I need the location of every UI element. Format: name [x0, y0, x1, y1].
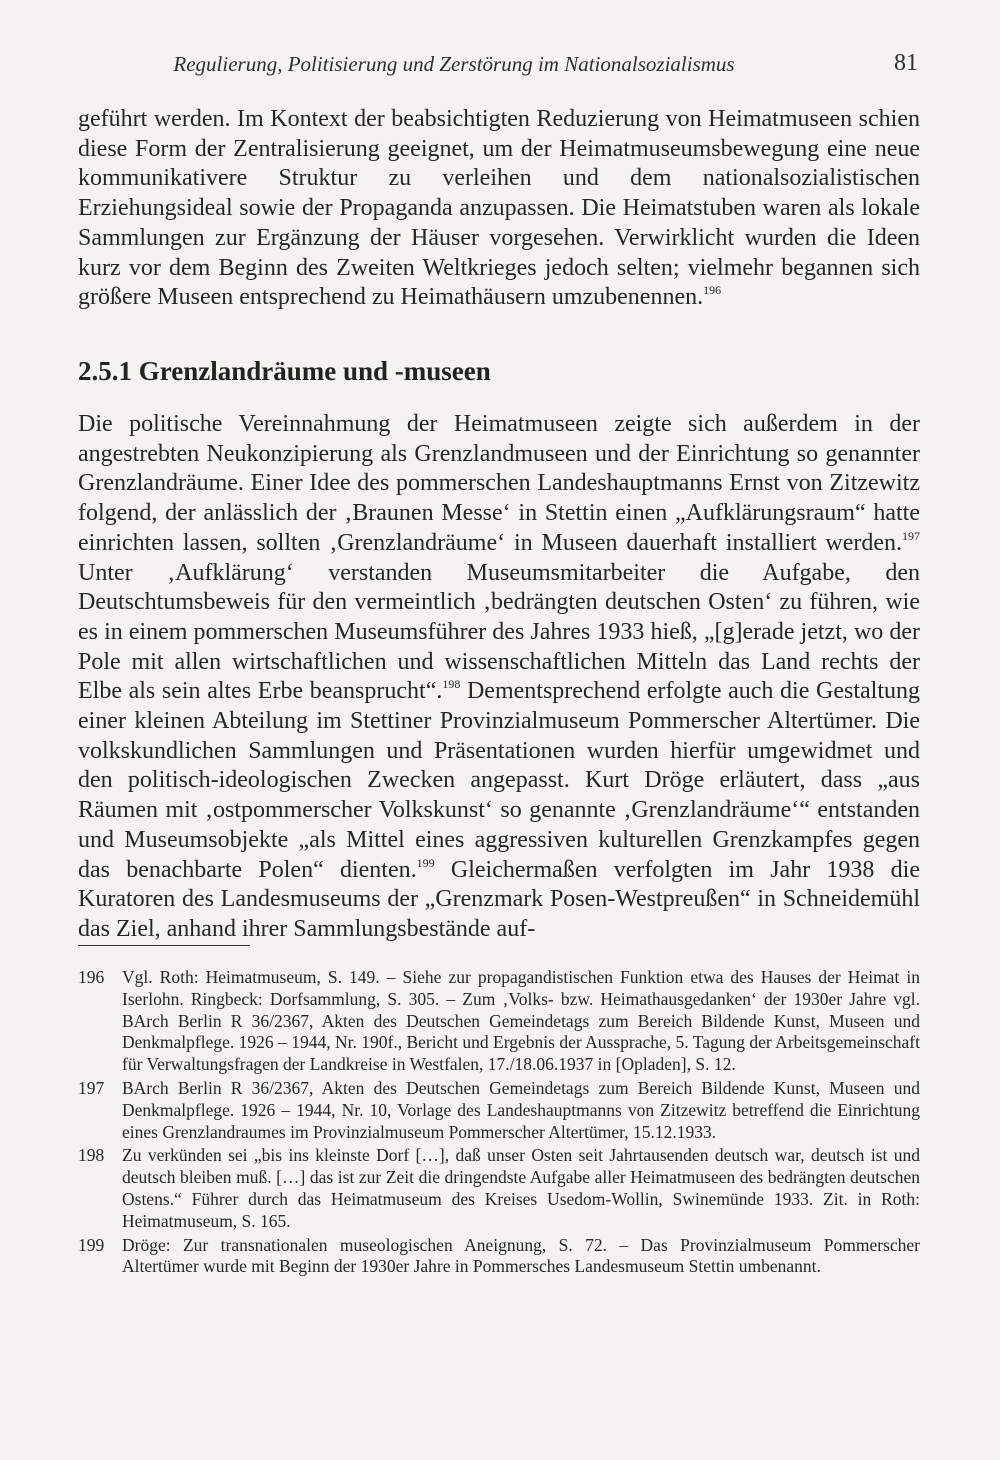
footnote-number: 198 — [78, 1145, 105, 1166]
footnote-text: Zu verkünden sei „bis ins kleinste Dorf […], daß unser Osten seit Jahrtausenden deutsch war, deutsch ist und deutsch bleiben muß. […] das ist zur Zeit die dringendste Aufgabe aller Heimatmuseen des bedrängten deutschen Ostens.“ Führer durch das Heimatmuseum des Kreises Usedom-Wollin, Swinemünde 1933. Zit. in Roth: Heimatmuseum, S. 165. — [122, 1145, 920, 1231]
footnote-ref-197: 197 — [902, 528, 920, 543]
footnote-ref-199: 199 — [416, 855, 435, 870]
paragraph-main — [78, 410, 920, 945]
footnote-text: Vgl. Roth: Heimatmuseum, S. 149. – Siehe zur propagandistischen Funktion etwa des Hauses der Heimat in Iserlohn. Ringbeck: Dorfsammlung, S. 305. – Zum ‚Volks- bzw. Heimathausgedanken‘ der 1930er Jahre vgl. BArch Berlin R 36/2367, Akten des Deutschen Gemeindetags zum Bereich Bildende Kunst, Museen und Denkmalpflege. 1926 – 1944, Nr. 190f., Bericht und Ergebnis der Aussprache, 5. Tagung der Arbeitsgemeinschaft für Verwaltungsfragen der Landkreise in Westfalen, 17./18.06.1937 in [Opladen], S. 12. — [122, 967, 920, 1075]
footnotes — [78, 967, 920, 1280]
paragraph-continuation — [78, 105, 920, 313]
running-head — [78, 52, 920, 86]
running-title: Regulierung, Politisierung und Zerstörung im Nationalsozialismus — [173, 52, 735, 76]
paragraph-text: Dementsprechend erfolgte auch die Gestaltung einer kleinen Abteilung im Stettiner Provinzialmuseum Pommerscher Altertümer. Die volkskundlichen Sammlungen und Präsentationen wurden hierfür umgewidmet und den politisch-ideologischen Zwecken angepasst. Kurt Dröge erläutert, dass „aus Räumen mit ‚ostpommerscher Volkskunst‘ so genannte ‚Grenzlandräume‘“ entstanden und Museumsobjekte „als Mittel eines aggressiven kulturellen Grenzkampfes gegen das benachbarte Polen“ dienten. — [78, 678, 920, 883]
footnote-number: 196 — [78, 967, 105, 987]
footnote-ref-196: 196 — [703, 283, 722, 298]
footnote-ref-198: 198 — [442, 677, 461, 692]
paragraph-text: geführt werden. Im Kontext der beabsichtigten Reduzierung von Heimatmuseen schien diese Form der Zentralisierung geeignet, um der Heimatmuseumsbewegung eine neue kommunikativere Struktur zu verleihen und dem nationalsozialistischen Erziehungsideal sowie der Propaganda anzupassen. Die Heimatstuben waren als lokale Sammlungen zur Ergänzung der Häuser vorgesehen. Verwirklicht wurden die Ideen kurz vor dem Beginn des Zweiten Weltkrieges jedoch selten; vielmehr begannen sich größere Museen entsprechend zu Heimathäusern umzubenennen. — [78, 106, 920, 311]
footnote — [78, 1145, 920, 1232]
footnote-divider — [78, 945, 250, 946]
footnote — [78, 1078, 920, 1143]
footnote — [78, 967, 920, 1076]
footnote-text: Dröge: Zur transnationalen museologischen Aneignung, S. 72. – Das Provinzialmuseum Pommerscher Altertümer wurde mit Beginn der 1930er Jahre in Pommersches Landesmuseum Stettin umbenannt. — [122, 1234, 920, 1277]
footnote-number: 199 — [78, 1234, 105, 1255]
footnote-number: 197 — [78, 1077, 105, 1098]
footnote — [78, 1235, 920, 1279]
section-heading: 2.5.1 Grenzlandräume und -museen — [78, 356, 491, 386]
page-number: 81 — [894, 50, 918, 76]
paragraph-text: Gleichermaßen verfolgten im Jahr 1938 die Kuratoren des Landesmuseums der „Grenzmark Posen-Westpreußen“ in Schneidemühl das Ziel, anhand ihrer Sammlungsbestände auf- — [78, 856, 921, 942]
footnote-text: BArch Berlin R 36/2367, Akten des Deutschen Gemeindetags zum Bereich Bildende Kunst, Museen und Denkmalpflege. 1926 – 1944, Nr. 10, Vorlage des Landeshauptmanns von Zitzewitz betreffend die Einrichtung eines Grenzlandraumes im Provinzialmuseum Pommerscher Altertümer, 15.12.1933. — [122, 1077, 920, 1142]
paragraph-text: Unter ‚Aufklärung‘ verstanden Museumsmitarbeiter die Aufgabe, den Deutschtumsbeweis für den vermeintlich ‚bedrängten deutschen Osten‘ zu führen, wie es in einem pommerschen Museumsführer des Jahres 1933 hieß, „[g]erade jetzt, wo der Pole mit allen wirtschaftlichen und wissenschaftlichen Mitteln das Land rechts der Elbe als sein altes Erbe beansprucht“. — [78, 559, 920, 705]
paragraph-text: Die politische Vereinnahmung der Heimatmuseen zeigte sich außerdem in der angestrebten Neukonzipierung als Grenzlandmuseen und der Einrichtung so genannter Grenzlandräume. Einer Idee des pommerschen Landeshauptmanns Ernst von Zitzewitz folgend, der anlässlich der ‚Braunen Messe‘ in Stettin einen „Aufklärungsraum“ hatte einrichten lassen, sollten ‚Grenzlandräume‘ in Museen dauerhaft installiert werden. — [78, 411, 920, 556]
